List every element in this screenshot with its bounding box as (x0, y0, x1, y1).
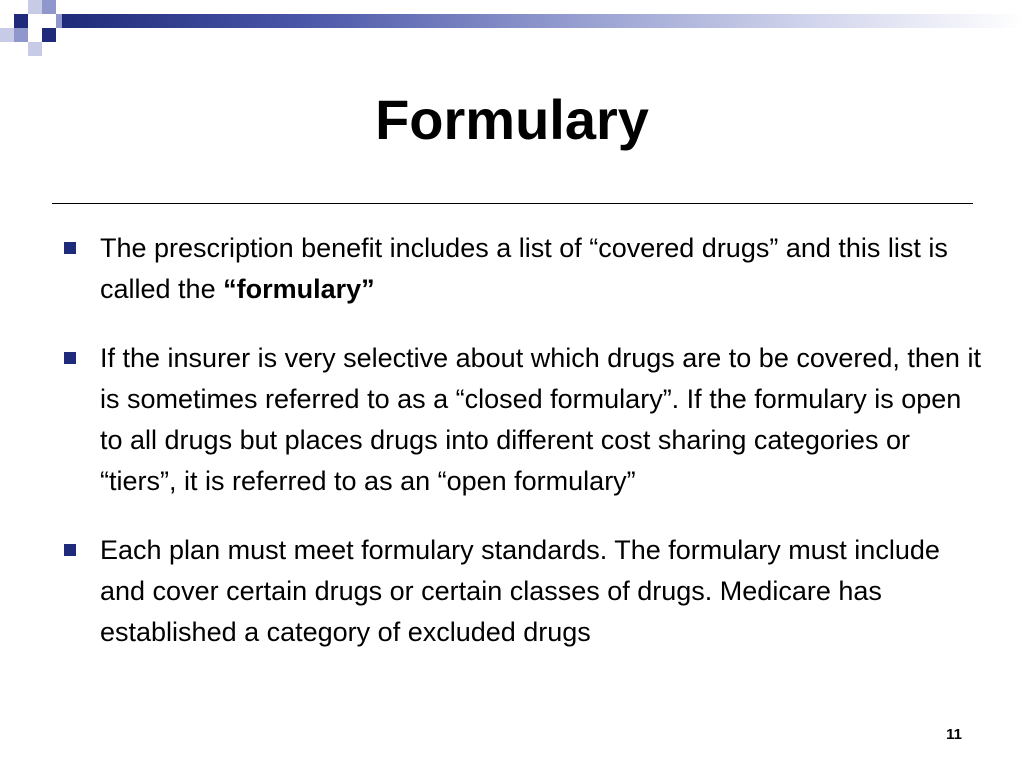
bullet-text: The prescription benefit includes a list of “covered drugs” and this list is called the (100, 233, 948, 304)
bullet-item (62, 228, 982, 310)
bullet-text: Each plan must meet formulary standards. The formulary must include and cover certain drugs or certain classes of drugs. Medicare has established a category of excluded drugs (100, 535, 940, 647)
bullet-item (62, 530, 982, 653)
square-pattern-icon (0, 0, 80, 62)
slide-title: Formulary (375, 88, 649, 151)
bullet-text: If the insurer is very selective about which drugs are to be covered, then it is sometimes referred to as a “closed formulary”. If the formulary is open to all drugs but places drugs into different cost sharing categories or “tiers”, it is referred to as an “open formulary” (100, 343, 981, 496)
title-divider (52, 203, 973, 204)
bullet-item (62, 338, 982, 502)
square-bullet-icon (64, 242, 76, 254)
bullet-bold-text: “formulary” (223, 274, 375, 304)
bullet-list (62, 228, 982, 681)
square-bullet-icon (64, 544, 76, 556)
square-bullet-icon (64, 352, 76, 364)
header-gradient-bar (62, 14, 1024, 28)
page-number: 11 (946, 726, 962, 743)
